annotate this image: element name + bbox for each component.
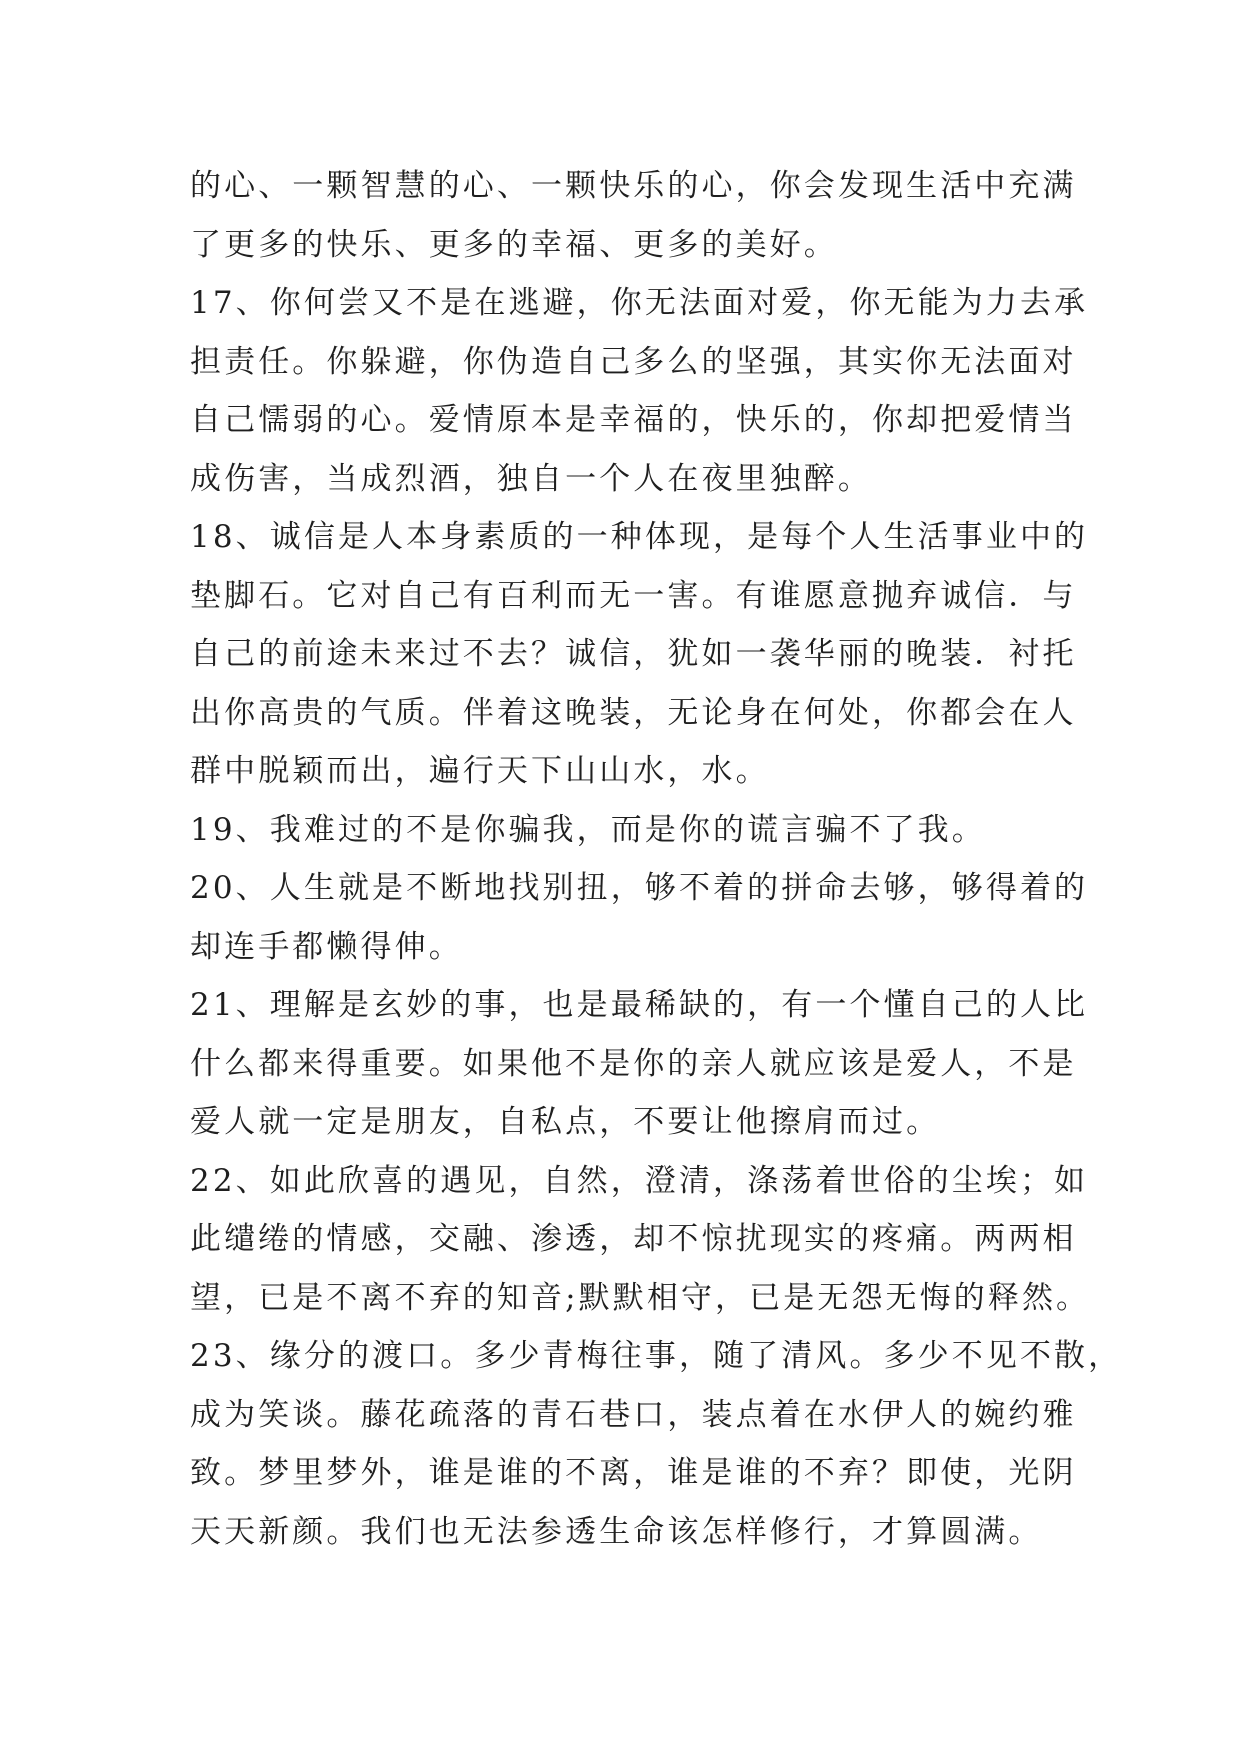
text-line: 望，已是不离不弃的知音;默默相守，已是无怨无悔的释然。 — [190, 1279, 1091, 1316]
text-line: 此缱绻的情感，交融、渗透，却不惊扰现实的疼痛。两两相 — [190, 1221, 1077, 1257]
text-line: 爱人就一定是朋友，自私点，不要让他擦肩而过。 — [190, 1104, 941, 1140]
text-line: 成伤害，当成烈酒，独自一个人在夜里独醉。 — [190, 460, 872, 497]
text-line: 成为笑谈。藤花疏落的青石巷口，装点着在水伊人的婉约雅 — [190, 1396, 1077, 1433]
document-body — [190, 157, 1123, 1561]
text-line: 天天新颜。我们也无法参透生命该怎样修行，才算圆满。 — [190, 1513, 1043, 1550]
text-line: 群中脱颖而出，遍行天下山山水，水。 — [190, 753, 770, 789]
text-line: 什么都来得重要。如果他不是你的亲人就应该是爱人，不是 — [190, 1045, 1077, 1082]
text-line: 19、我难过的不是你骗我，而是你的谎言骗不了我。 — [190, 811, 986, 848]
text-line: 出你高贵的气质。伴着这晚装，无论身在何处，你都会在人 — [190, 694, 1077, 731]
text-line: 21、理解是玄妙的事，也是最稀缺的，有一个懂自己的人比 — [190, 987, 1089, 1023]
text-line: 自己懦弱的心。爱情原本是幸福的，快乐的，你却把爱情当 — [190, 402, 1077, 438]
text-line: 22、如此欣喜的遇见，自然，澄清，涤荡着世俗的尘埃；如 — [190, 1162, 1089, 1199]
text-line: 17、你何尝又不是在逃避，你无法面对爱，你无能为力去承 — [190, 285, 1089, 321]
text-line: 23、缘分的渡口。多少青梅往事，随了清风。多少不见不散， — [190, 1338, 1123, 1374]
text-line: 垫脚石。它对自己有百利而无一害。有谁愿意抛弃诚信．与 — [190, 577, 1077, 614]
text-line: 致。梦里梦外，谁是谁的不离，谁是谁的不弃？即使，光阴 — [190, 1455, 1077, 1491]
text-line: 却连手都懒得伸。 — [190, 928, 463, 965]
text-line: 担责任。你躲避，你伪造自己多么的坚强，其实你无法面对 — [190, 343, 1077, 380]
text-line: 的心、一颗智慧的心、一颗快乐的心，你会发现生活中充满 — [190, 168, 1077, 204]
text-line: 了更多的快乐、更多的幸福、更多的美好。 — [190, 226, 838, 263]
text-line: 自己的前途未来过不去？诚信，犹如一袭华丽的晚装．衬托 — [190, 636, 1077, 672]
text-line: 18、诚信是人本身素质的一种体现，是每个人生活事业中的 — [190, 519, 1089, 555]
text-line: 20、人生就是不断地找别扭，够不着的拼命去够，够得着的 — [190, 870, 1089, 906]
